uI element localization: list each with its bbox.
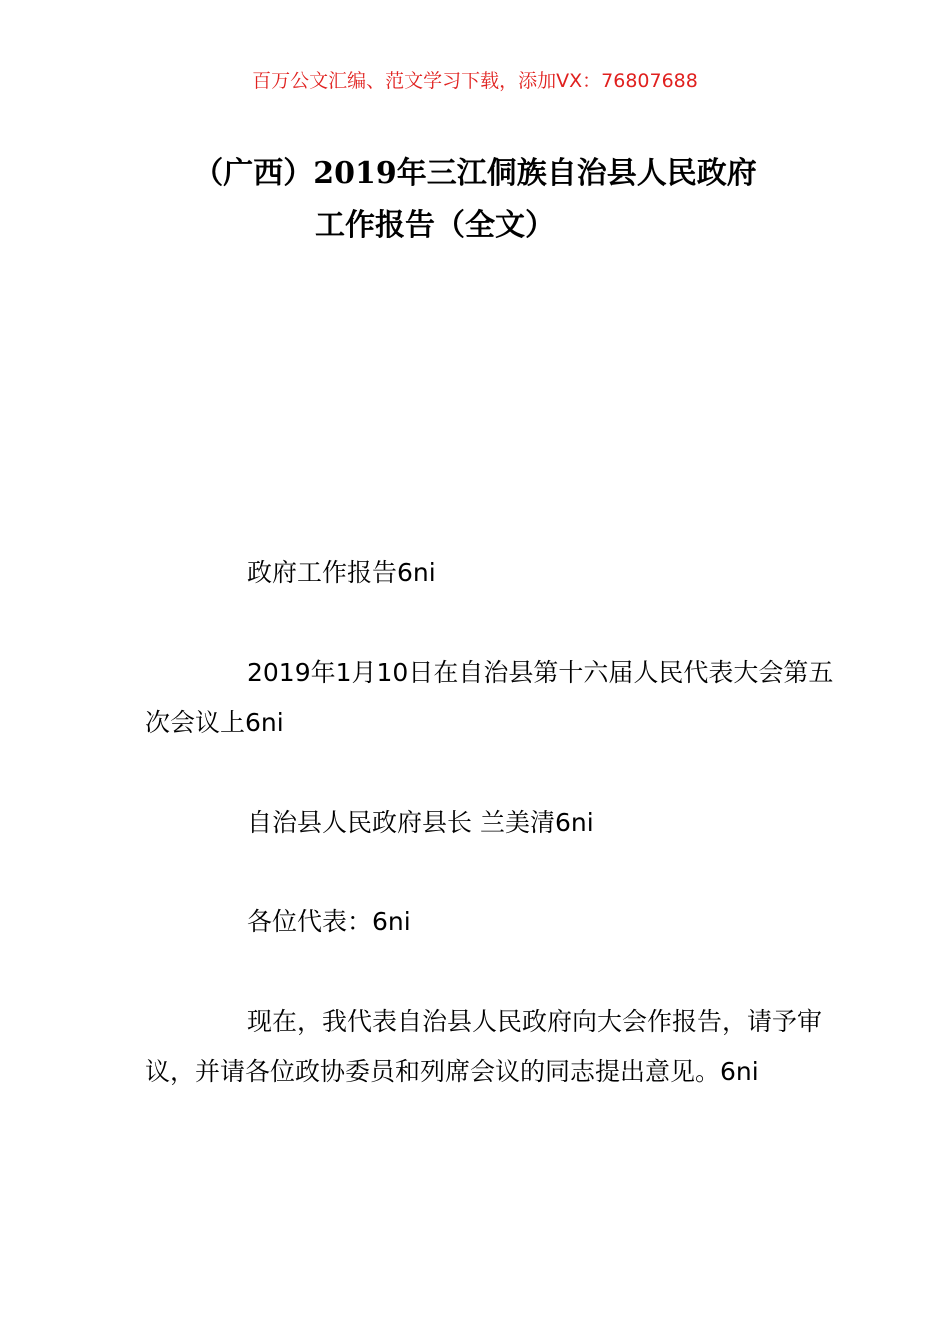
paragraph-author: 自治县人民政府县长 兰美清6ni xyxy=(247,808,594,837)
document-title xyxy=(0,148,950,252)
paragraph-meeting-date: 2019年1月10日在自治县第十六届人民代表大会第五次会议上6ni xyxy=(145,658,834,737)
header-promo-note: 百万公文汇编、范文学习下载，添加VX：76807688 xyxy=(252,70,698,92)
document-title-line-1: （广西）2019年三江侗族自治县人民政府 xyxy=(193,156,757,191)
document-title-line-2: 工作报告（全文） xyxy=(315,208,555,243)
paragraph-opening: 现在，我代表自治县人民政府向大会作报告，请予审议，并请各位政协委员和列席会议的同志提出意见。6ni xyxy=(145,1007,823,1086)
paragraph-report-heading: 政府工作报告6ni xyxy=(247,558,436,587)
paragraph-salutation: 各位代表：6ni xyxy=(247,907,411,936)
